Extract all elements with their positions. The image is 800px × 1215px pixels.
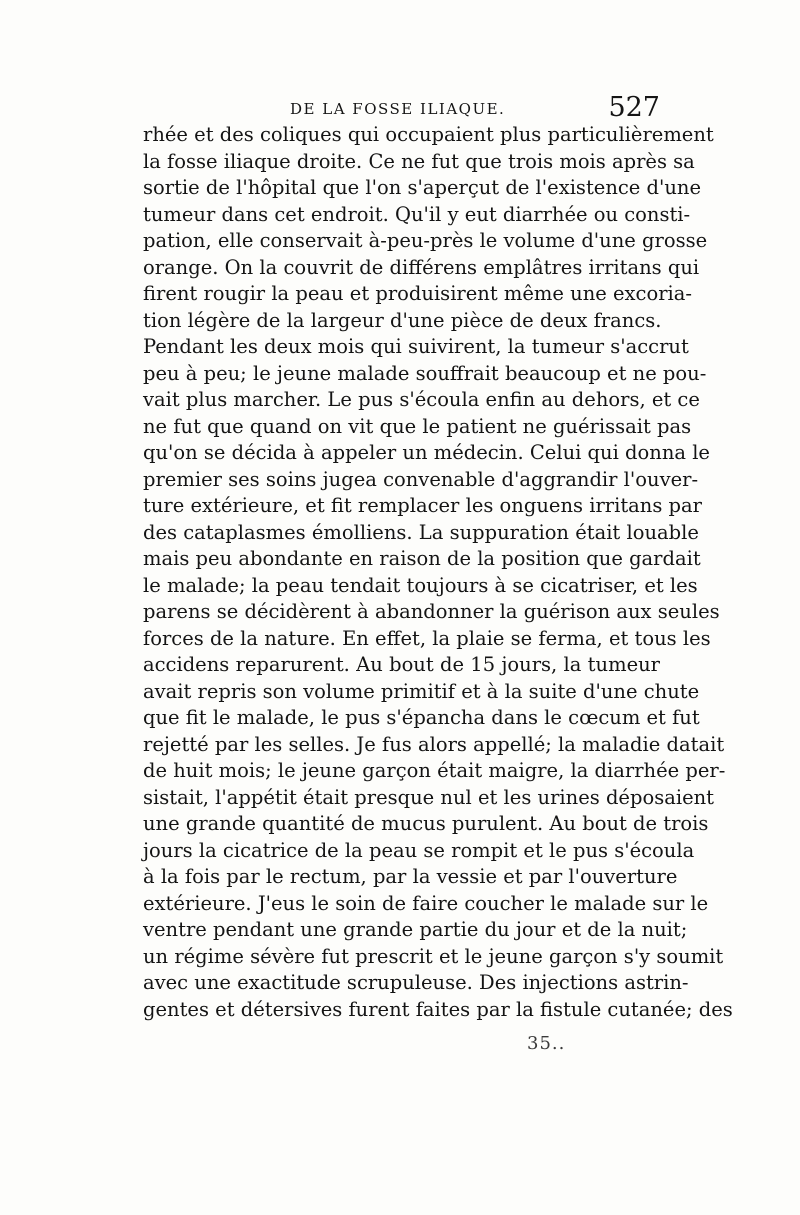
text-line: mais peu abondante en raison de la position que gardait (143, 547, 701, 570)
text-line: jours la cicatrice de la peau se rompit et le pus s'écoula (143, 838, 695, 862)
text-line: ne fut que quand on vit que le patient ne guérissait pas (143, 414, 692, 438)
text-line: vait plus marcher. Le pus s'écoula enfin au dehors, et ce (143, 388, 700, 411)
signature-mark: 35.. (527, 1033, 566, 1054)
text-line: avait repris son volume primitif et à la suite d'une chute (143, 679, 700, 703)
text-line: des cataplasmes émolliens. La suppuration était louable (143, 520, 699, 544)
text-line: accidens reparurent. Au bout de 15 jours, la tumeur (143, 653, 660, 676)
text-line: tumeur dans cet endroit. Qu'il y eut diarrhée ou consti- (143, 202, 691, 226)
text-line: ventre pendant une grande partie du jour et de la nuit; (143, 918, 688, 941)
text-line: peu à peu; le jeune malade souffrait beaucoup et ne pou- (143, 361, 707, 385)
text-line: le malade; la peau tendait toujours à se cicatriser, et les (143, 573, 698, 597)
text-line: parens se décidèrent à abandonner la guérison aux seules (143, 600, 720, 623)
text-line: la fosse iliaque droite. Ce ne fut que trois mois après sa (143, 149, 695, 173)
text-line: sortie de l'hôpital que l'on s'aperçut de l'existence d'une (143, 176, 702, 199)
text-line: avec une exactitude scrupuleuse. Des injections astrin- (143, 971, 689, 994)
page-number: 527 (608, 92, 660, 123)
text-line: extérieure. J'eus le soin de faire coucher le malade sur le (143, 891, 709, 915)
text-line: gentes et détersives furent faites par la fistule cutanée; des (143, 997, 733, 1021)
text-line: un régime sévère fut prescrit et le jeune garçon s'y soumit (143, 944, 724, 968)
running-head (145, 94, 660, 124)
text-line: à la fois par le rectum, par la vessie et par l'ouverture (143, 865, 678, 888)
text-line: firent rougir la peau et produisirent même une excoria- (143, 282, 692, 305)
text-line: tion légère de la largeur d'une pièce de deux francs. (143, 308, 662, 332)
text-line: pation, elle conservait à-peu-près le volume d'une grosse (143, 229, 708, 252)
text-line: rhée et des coliques qui occupaient plus particulièrement (143, 123, 714, 146)
text-line: ture extérieure, et fit remplacer les onguens irritans par (143, 494, 702, 517)
body-text (143, 122, 733, 1023)
text-line: de huit mois; le jeune garçon était maigre, la diarrhée per- (143, 759, 726, 782)
text-line: que fit le malade, le pus s'épancha dans le cœcum et fut (143, 706, 700, 729)
text-line: orange. On la couvrit de différens emplâtres irritans qui (143, 255, 700, 279)
text-line: forces de la nature. En effet, la plaie se ferma, et tous les (143, 626, 711, 650)
text-line: une grande quantité de mucus purulent. Au bout de trois (143, 812, 709, 835)
text-line: rejetté par les selles. Je fus alors appellé; la maladie datait (143, 732, 725, 756)
running-head-title: DE LA FOSSE ILIAQUE. (290, 100, 506, 118)
text-line: premier ses soins jugea convenable d'aggrandir l'ouver- (143, 467, 699, 491)
text-line: qu'on se décida à appeler un médecin. Celui qui donna le (143, 441, 710, 464)
text-line: Pendant les deux mois qui suivirent, la tumeur s'accrut (143, 335, 689, 358)
text-line: sistait, l'appétit était presque nul et les urines déposaient (143, 785, 715, 809)
